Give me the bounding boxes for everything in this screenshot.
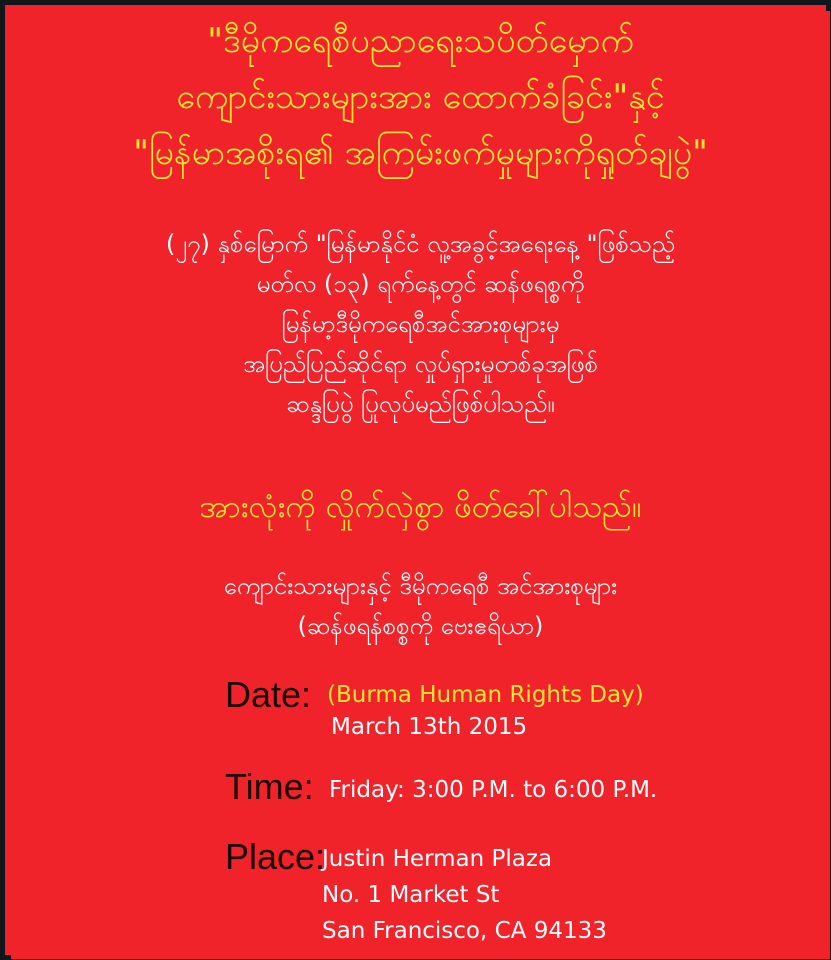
place-label: Place: [225,836,326,877]
poster [11,11,830,959]
announcement-line-5: ဆန္ဒပြပွဲ ပြုလုပ်မည်ဖြစ်ပါသည်။ [286,390,555,418]
place-line-2: No. 1 Market St [322,882,500,908]
announcement-line-4: အပြည်ပြည်ဆိုင်ရာ လှုပ်ရှားမှုတစ်ခုအဖြစ် [243,350,598,378]
organizers-line-1: ကျောင်းသားများနှင့် ဒီမိုကရေစီ အင်အားစုများ [223,572,618,600]
date-label: Date: [225,674,312,715]
time-label: Time: [225,766,314,807]
heading-line-2: ကျောင်းသားများအား ထောက်ခံခြင်း"နှင့် [176,77,665,117]
announcement-line-1: (၂၇) နှစ်မြောက် "မြန်မာနိုင်ငံ လူ့အခွင့်အရေးနေ့ "ဖြစ်သည့် [165,230,676,258]
place-line-1: Justin Herman Plaza [322,846,553,872]
invitation-line: အားလုံးကို လှိုက်လှဲစွာ ဖိတ်ခေါ်ပါသည်။ [199,489,642,525]
place-line-3: San Francisco, CA 94133 [322,918,607,944]
date-note: (Burma Human Rights Day) [327,682,644,708]
announcement-line-3: မြန်မာ့ဒီမိုကရေစီအင်အားစုများမှ [281,310,560,338]
organizers-line-2: (ဆန်ဖရန်စစ္စကို ဗေးဧရိယာ) [297,612,544,640]
heading-line-3: "မြန်မာအစိုးရ၏ အကြမ်းဖက်မှုများကိုရှုတ်ချပွဲ" [133,133,708,173]
date-value: March 13th 2015 [331,714,528,740]
announcement-line-2: မတ်လ (၁၃) ရက်နေ့တွင် ဆန်ဖရစ္စကို [256,270,585,298]
heading-line-1: "ဒီမိုကရေစီပညာရေးသပိတ်မှောက် [207,21,634,61]
time-value: Friday: 3:00 P.M. to 6:00 P.M. [329,777,658,803]
